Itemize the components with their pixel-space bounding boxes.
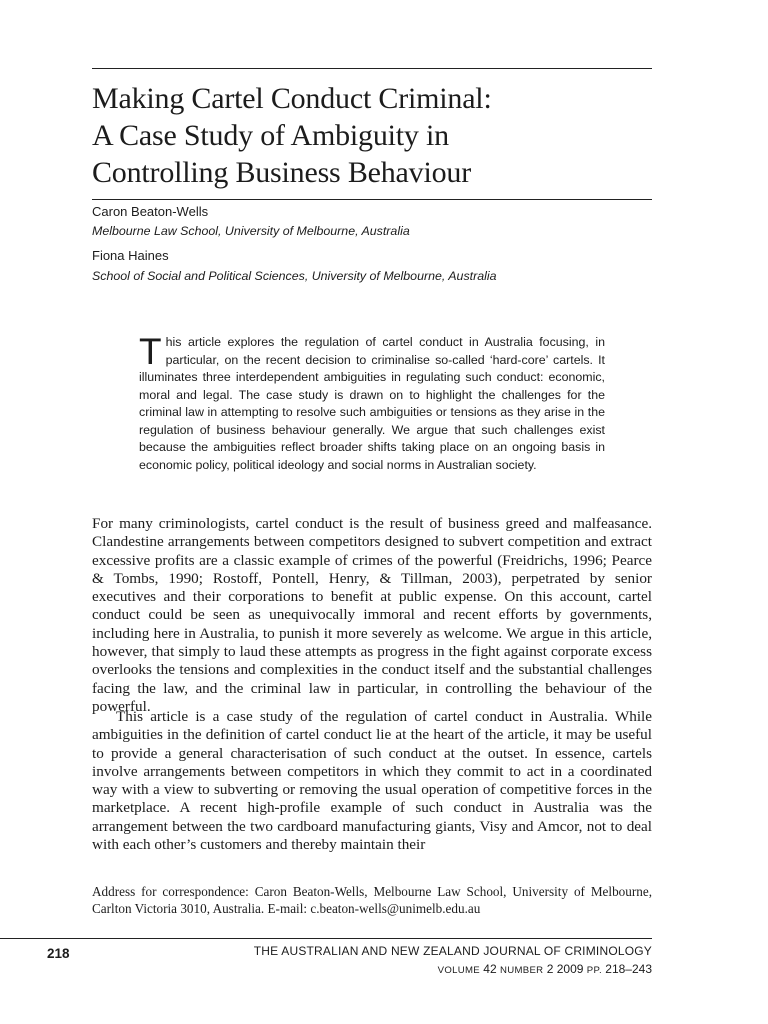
page-number: 218	[47, 946, 70, 961]
title-line: A Case Study of Ambiguity in	[92, 119, 449, 152]
page-range: 218–243	[605, 962, 652, 976]
volume-label: VOLUME	[437, 965, 480, 976]
title-line: Controlling Business Behaviour	[92, 156, 471, 189]
volume-number: 42	[483, 962, 497, 976]
author-name: Fiona Haines	[92, 248, 169, 263]
number-label: NUMBER	[500, 965, 544, 976]
pages-label: PP.	[586, 965, 602, 976]
author-affiliation: School of Social and Political Sciences, University of Melbourne, Australia	[92, 269, 497, 283]
journal-name: THE AUSTRALIAN AND NEW ZEALAND JOURNAL OF CRIMINOLOGY	[253, 944, 652, 958]
title-rule	[92, 199, 652, 200]
title-line: Making Cartel Conduct Criminal:	[92, 82, 492, 115]
abstract	[139, 331, 605, 474]
body-paragraph: For many criminologists, cartel conduct is the result of business greed and malfeasance. Clandestine arrangements between competitors designed to subvert competition and extract excessive profits are a classic example of crimes of the powerful (Freidrichs, 1996; Pearce & Tombs, 1990; Rostoff, Pontell, Henry, & Tillman, 2003), perpetrated by senior executives and their corporations to benefit at public expense. On this account, cartel conduct could be seen as unequivocally immoral and recent efforts by governments, including here in Australia, to punish it more severely as welcome. We argue in this article, however, that simply to laud these attempts as progress in the fight against corporate excess overlooks the tensions and complexities in the conduct itself and the substantial challenges facing the law, and the criminal law in particular, in controlling the behaviour of the powerful.	[92, 515, 652, 715]
top-rule	[92, 68, 652, 69]
article-title	[92, 80, 652, 191]
body-paragraph: This article is a case study of the regulation of cartel conduct in Australia. While ambiguities in the definition of cartel conduct lie at the heart of the article, it may be useful to provide a general characterisation of such conduct at the outset. In essence, cartels involve arrangements between competitors in which they commit to act in a coordinated way with a view to subverting or removing the usual operation of competitive forces in the marketplace. A recent high-profile example of such conduct in Australia was the arrangement between the two cardboard manufacturing giants, Visy and Amcor, not to deal with each other’s customers and thereby maintain their	[92, 708, 652, 854]
issue-number: 2	[546, 962, 554, 976]
abstract-text: his article explores the regulation of cartel conduct in Australia focusing, in particular, on the recent decision to criminalise so-called ‘hard-core’ cartels. It illuminates three interdependent ambiguities in regulating such conduct: economic, moral and legal. The case study is drawn on to highlight the challenges for the criminal law in attempting to resolve such ambiguities or tensions as they arise in the regulation of business behaviour generally. We argue that such challenges exist because the ambiguities reflect broader shifts taking place on an ongoing basis in economic policy, political ideology and social norms in Australian society.	[139, 335, 605, 472]
correspondence-note: Address for correspondence: Caron Beaton-Wells, Melbourne Law School, University of Melbourne, Carlton Victoria 3010, Australia. E-mail: c.beaton-wells@unimelb.edu.au	[92, 884, 652, 916]
abstract-dropcap: T	[139, 331, 162, 372]
journal-issue	[438, 962, 652, 976]
footer-rule	[0, 938, 652, 939]
author-name: Caron Beaton-Wells	[92, 204, 209, 219]
author-affiliation: Melbourne Law School, University of Melbourne, Australia	[92, 224, 410, 238]
issue-year: 2009	[556, 962, 584, 976]
